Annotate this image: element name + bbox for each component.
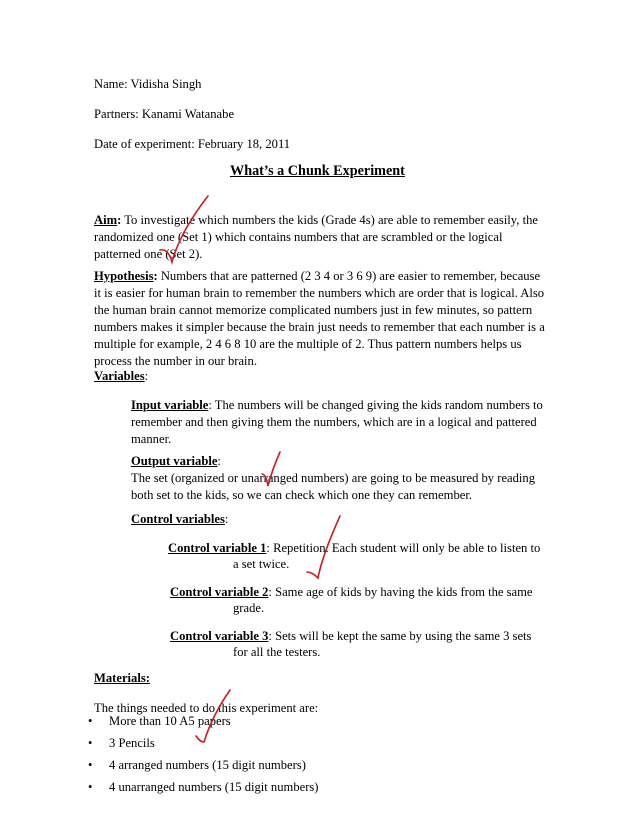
variables-label: Variables (94, 369, 145, 383)
control-variable-1-line-2: a set twice. (233, 557, 290, 571)
control-variable-1 (168, 540, 540, 557)
output-variable-section (131, 453, 535, 504)
output-variable-label: Output variable (131, 454, 218, 468)
control-variable-2-line-1: : Same age of kids by having the kids from the same (268, 585, 533, 599)
output-variable-line-2: both set to the kids, so we can check which one they can remember. (131, 488, 472, 502)
experiment-date: Date of experiment: February 18, 2011 (94, 137, 291, 151)
partners: Partners: Kanami Watanabe (94, 107, 235, 121)
hypothesis-line-3: the human brain cannot memorize complicated numbers just in few minutes, so pattern (94, 303, 533, 317)
input-variable-line-2: remember and then giving them the numbers, which are in a logical and pattered (131, 415, 537, 429)
bullet-icon: • (88, 758, 93, 772)
materials-item-text: 4 arranged numbers (15 digit numbers) (109, 758, 306, 772)
hypothesis-line-4: numbers makes it simpler because the brain just needs to remember that each number is a (94, 320, 545, 334)
control-variable-1-label: Control variable 1 (168, 541, 267, 555)
hypothesis-line-5: multiple for example, 2 4 6 8 10 are the multiple of 2. Thus pattern numbers helps us (94, 337, 522, 351)
student-name: Name: Vidisha Singh (94, 77, 202, 91)
control-variable-3-line-1: : Sets will be kept the same by using the same 3 sets (268, 629, 532, 643)
control-variables-suffix: : (224, 512, 229, 526)
control-variable-2-label: Control variable 2 (170, 585, 269, 599)
materials-heading: Materials: (94, 671, 150, 685)
aim-line-2: randomized one (Set 1) which contains numbers that are scrambled or the logical (94, 230, 503, 244)
output-variable-suffix: : (217, 454, 221, 468)
control-variable-1-line-1: : Repetition. Each student will only be able to listen to (266, 541, 541, 555)
input-variable-label: Input variable (131, 398, 209, 412)
materials-item-text: 3 Pencils (109, 736, 155, 750)
output-variable-line-1: The set (organized or unarranged numbers) are going to be measured by reading (131, 471, 536, 485)
aim-label: Aim (94, 213, 118, 227)
materials-item-text: More than 10 A5 papers (109, 714, 231, 728)
hypothesis-section: Hypothesis: Numbers that are patterned (2 3 4 or 3 6 9) are easier to remember, because it is easier for human brain to remember the numbers which are order that is logical. Also the human brain cannot memorize complicated numbers just in few minutes, so pattern numbers makes it simpler because the brain just needs to remember that each number is a multiple for example, 2 4 6 8 10 are the multiple of 2. Thus pattern numbers helps us process the number in our brain. (94, 269, 545, 368)
control-variable-3-label: Control variable 3 (170, 629, 269, 643)
page-title: What’s a Chunk Experiment (230, 163, 405, 179)
bullet-icon: • (88, 714, 93, 728)
control-variable-2 (170, 584, 533, 601)
aim-line-1: To investigate which numbers the kids (Grade 4s) are able to remember easily, the (121, 213, 538, 227)
hypothesis-line-6: process the number in our brain. (94, 354, 257, 368)
aim-line-3: patterned one (Set 2). (94, 247, 203, 261)
materials-item-text: 4 unarranged numbers (15 digit numbers) (109, 780, 319, 794)
input-variable-section (131, 397, 543, 448)
control-variables-label: Control variables (131, 512, 225, 526)
control-variable-3 (170, 628, 531, 645)
variables-suffix: : (144, 369, 149, 383)
control-variables-heading (131, 511, 228, 528)
control-variable-2-line-2: grade. (233, 601, 265, 615)
input-variable-line-3: manner. (131, 432, 172, 446)
hypothesis-line-2: it is easier for human brain to remember the numbers which are order that is logical. Also (94, 286, 545, 300)
variables-heading (94, 368, 148, 385)
bullet-icon: • (88, 736, 93, 750)
hypothesis-line-1: Numbers that are patterned (2 3 4 or 3 6 9) are easier to remember, because (157, 269, 541, 283)
control-variable-3-line-2: for all the testers. (233, 645, 321, 659)
hypothesis-label: Hypothesis (94, 269, 154, 283)
aim-section: Aim: To investigate which numbers the kids (Grade 4s) are able to remember easily, the randomized one (Set 1) which contains numbers that are scrambled or the logical patterned one (Set 2). (94, 213, 538, 261)
materials-intro: The things needed to do this experiment are: (94, 701, 319, 715)
bullet-icon: • (88, 780, 93, 794)
input-variable-line-1: : The numbers will be changed giving the kids random numbers to (208, 398, 543, 412)
